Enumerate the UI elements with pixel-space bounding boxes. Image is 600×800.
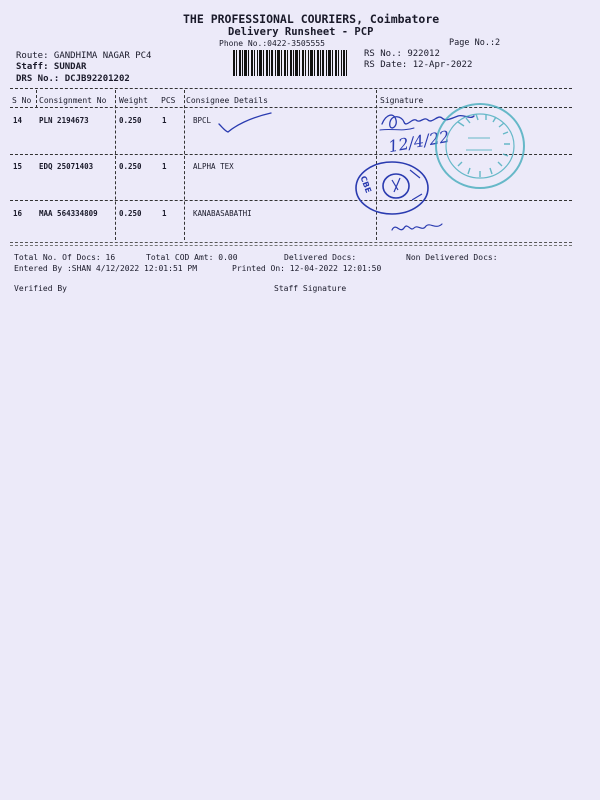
staff-label: Staff: SUNDAR xyxy=(16,62,87,72)
total-docs: Total No. Of Docs: 16 xyxy=(14,253,116,262)
row-sno: 16 xyxy=(13,209,23,218)
column-divider xyxy=(115,90,116,240)
handwritten-date: 12/4/22 xyxy=(386,126,451,157)
col-header-signature: Signature xyxy=(380,96,424,105)
checkmark-icon xyxy=(215,112,275,136)
row-weight: 0.250 xyxy=(119,162,142,171)
col-header-consignment: Consignment No xyxy=(39,96,107,105)
row-pcs: 1 xyxy=(162,209,167,218)
table-bottom-rule xyxy=(10,242,572,243)
non-delivered-docs: Non Delivered Docs: xyxy=(406,253,498,262)
barcode-icon xyxy=(233,50,347,76)
row-sno: 15 xyxy=(13,162,23,171)
row-consignee: ALPHA TEX xyxy=(193,162,234,171)
row-consignment: PLN 2194673 xyxy=(39,116,89,125)
row-sno: 14 xyxy=(13,116,23,125)
table-top-rule xyxy=(10,88,572,89)
col-header-weight: Weight xyxy=(119,96,148,105)
staff-signature: Staff Signature xyxy=(274,284,347,293)
row-consignee: KANABASABATHI xyxy=(193,209,252,218)
company-title: THE PROFESSIONAL COURIERS, Coimbatore xyxy=(183,12,440,26)
column-divider xyxy=(184,90,185,240)
row-consignee: BPCL xyxy=(193,116,212,125)
row-divider xyxy=(10,200,572,201)
column-divider xyxy=(36,90,37,108)
rs-number: RS No.: 922012 xyxy=(364,49,440,59)
row-consignment: EDQ 25071403 xyxy=(39,162,94,171)
col-header-sno: S No xyxy=(12,96,32,105)
signature-scribble-icon xyxy=(388,216,448,238)
phone-number: Phone No.:0422-3505555 xyxy=(219,39,325,48)
company-stamp-icon xyxy=(420,92,532,200)
page-number: Page No.:2 xyxy=(449,38,501,48)
row-pcs: 1 xyxy=(162,116,167,125)
drs-number: DRS No.: DCJB92201202 xyxy=(16,74,130,84)
printed-on: Printed On: 12-04-2022 12:01:50 xyxy=(232,264,382,273)
delivered-docs: Delivered Docs: xyxy=(284,253,357,262)
col-header-pcs: PCS xyxy=(161,96,176,105)
row-pcs: 1 xyxy=(162,162,167,171)
row-weight: 0.250 xyxy=(119,209,142,218)
row-consignment: MAA 564334809 xyxy=(39,209,98,218)
table-bottom-rule xyxy=(10,245,572,246)
rs-date: RS Date: 12-Apr-2022 xyxy=(364,60,473,70)
seal-text: CBE xyxy=(358,174,373,195)
col-header-consignee: Consignee Details xyxy=(186,96,268,105)
document-subtitle: Delivery Runsheet - PCP xyxy=(228,26,374,38)
verified-by: Verified By xyxy=(14,284,67,293)
row-weight: 0.250 xyxy=(119,116,142,125)
route-label: Route: GANDHIMA NAGAR PC4 xyxy=(16,51,152,61)
total-cod: Total COD Amt: 0.00 xyxy=(146,253,238,262)
entered-by: Entered By :SHAN 4/12/2022 12:01:51 PM xyxy=(14,264,198,273)
